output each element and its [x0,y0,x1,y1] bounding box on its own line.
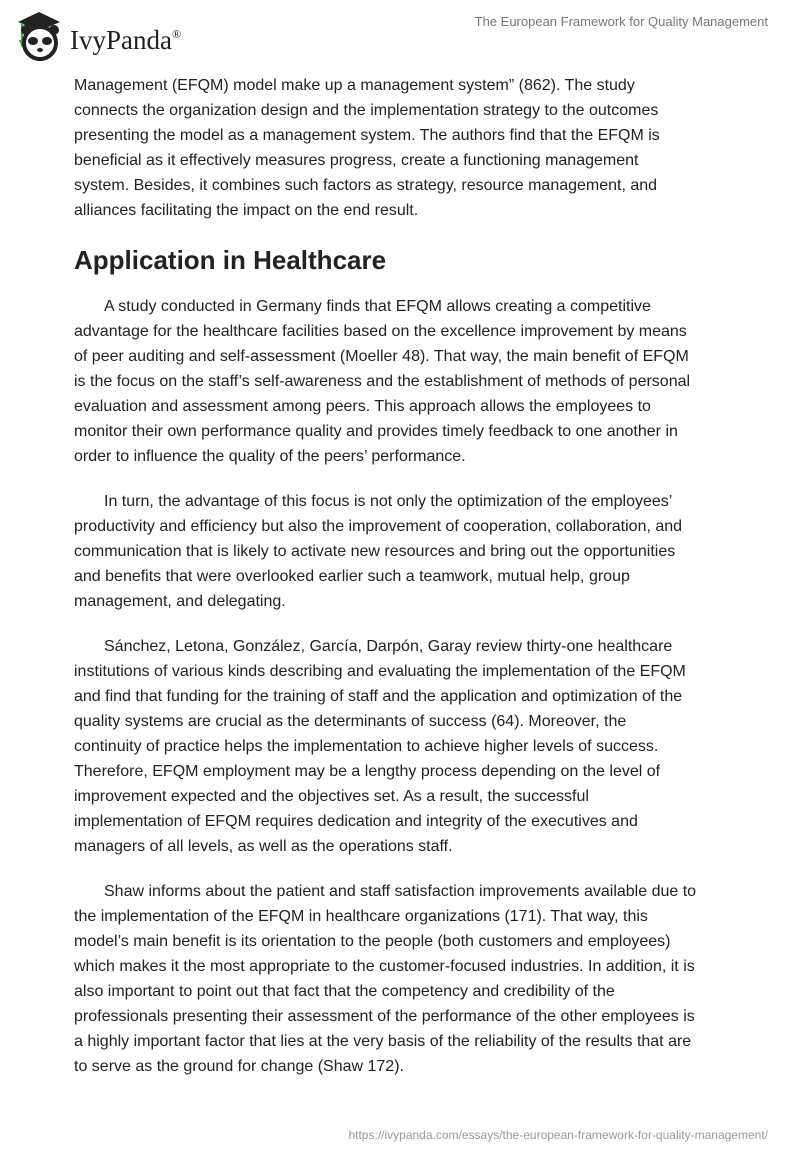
text-line: A study conducted in Germany finds that EFQM allows creating a competitive [104,298,651,315]
text-line: managers of all levels, as well as the operations staff. [74,838,453,855]
text-line: Therefore, EFQM employment may be a lengthy process depending on the level of [74,763,661,780]
text-line: presenting the model as a management system. The authors find that the EFQM is [74,127,660,144]
text-line: of peer auditing and self-assessment (Moeller 48). That way, the main benefit of EFQM [74,348,689,365]
text-line: communication that is likely to activate new resources and bring out the opportunities [74,543,676,560]
text-line: Shaw informs about the patient and staff satisfaction improvements available due to [104,883,697,900]
text-line: management, and delegating. [74,593,286,610]
paragraph [74,879,734,1079]
paragraph [74,489,734,614]
text-line: alliances facilitating the impact on the end result. [74,202,419,219]
text-line: beneficial as it effectively measures progress, create a functioning management [74,152,639,169]
text-line: evaluation and assessment among peers. This approach allows the employees to [74,398,651,415]
source-url[interactable]: https://ivypanda.com/essays/the-european-framework-for-quality-management/ [348,1128,768,1142]
essay-body [74,73,734,1099]
paragraph [74,73,734,223]
text-line: order to influence the quality of the peers’ performance. [74,448,466,465]
text-line: quality systems are crucial as the determinants of success (64). Moreover, the [74,713,627,730]
text-line: continuity of practice helps the implementation to achieve higher levels of success. [74,738,659,755]
document-title: The European Framework for Quality Management [474,14,768,29]
text-line: professionals presenting their assessment of the performance of the other employees is [74,1008,695,1025]
ivypanda-logo[interactable] [14,8,181,62]
paragraph [74,634,734,859]
text-line: and benefits that were overlooked earlier such a teamwork, mutual help, group [74,568,630,585]
text-line: Management (EFQM) model make up a management system” (862). The study [74,77,635,94]
text-line: and find that funding for the training of staff and the application and optimization of the [74,688,683,705]
text-line: also important to point out that fact that the competency and credibility of the [74,983,615,1000]
logo-text: IvyPanda® [70,24,182,55]
text-line: improvement expected and the objectives set. As a result, the successful [74,788,589,805]
text-line: monitor their own performance quality and provides timely feedback to one another in [74,423,678,440]
text-line: advantage for the healthcare facilities based on the excellence improvement by means [74,323,687,340]
text-line: institutions of various kinds describing and evaluating the implementation of the EFQM [74,663,686,680]
text-line: connects the organization design and the implementation strategy to the outcomes [74,102,659,119]
text-line: model’s main benefit is its orientation to the people (both customers and employees) [74,933,671,950]
text-line: to serve as the ground for change (Shaw 172). [74,1058,404,1075]
text-line: a highly important factor that lies at the very basis of the reliability of the results that are [74,1033,692,1050]
text-line: which makes it the most appropriate to the customer-focused industries. In addition, it is [74,958,695,975]
text-line: system. Besides, it combines such factors as strategy, resource management, and [74,177,658,194]
text-line: Sánchez, Letona, González, García, Darpón, Garay review thirty-one healthcare [104,638,673,655]
text-line: productivity and efficiency but also the improvement of cooperation, collaboration, and [74,518,683,535]
section-heading: Application in Healthcare [74,245,387,275]
text-line: is the focus on the staff’s self-awareness and the establishment of methods of personal [74,373,691,390]
panda-graduate-icon [14,8,64,62]
text-line: the implementation of the EFQM in healthcare organizations (171). That way, this [74,908,648,925]
paragraph [74,294,734,469]
text-line: implementation of EFQM requires dedication and integrity of the executives and [74,813,638,830]
text-line: In turn, the advantage of this focus is not only the optimization of the employees’ [104,493,673,510]
